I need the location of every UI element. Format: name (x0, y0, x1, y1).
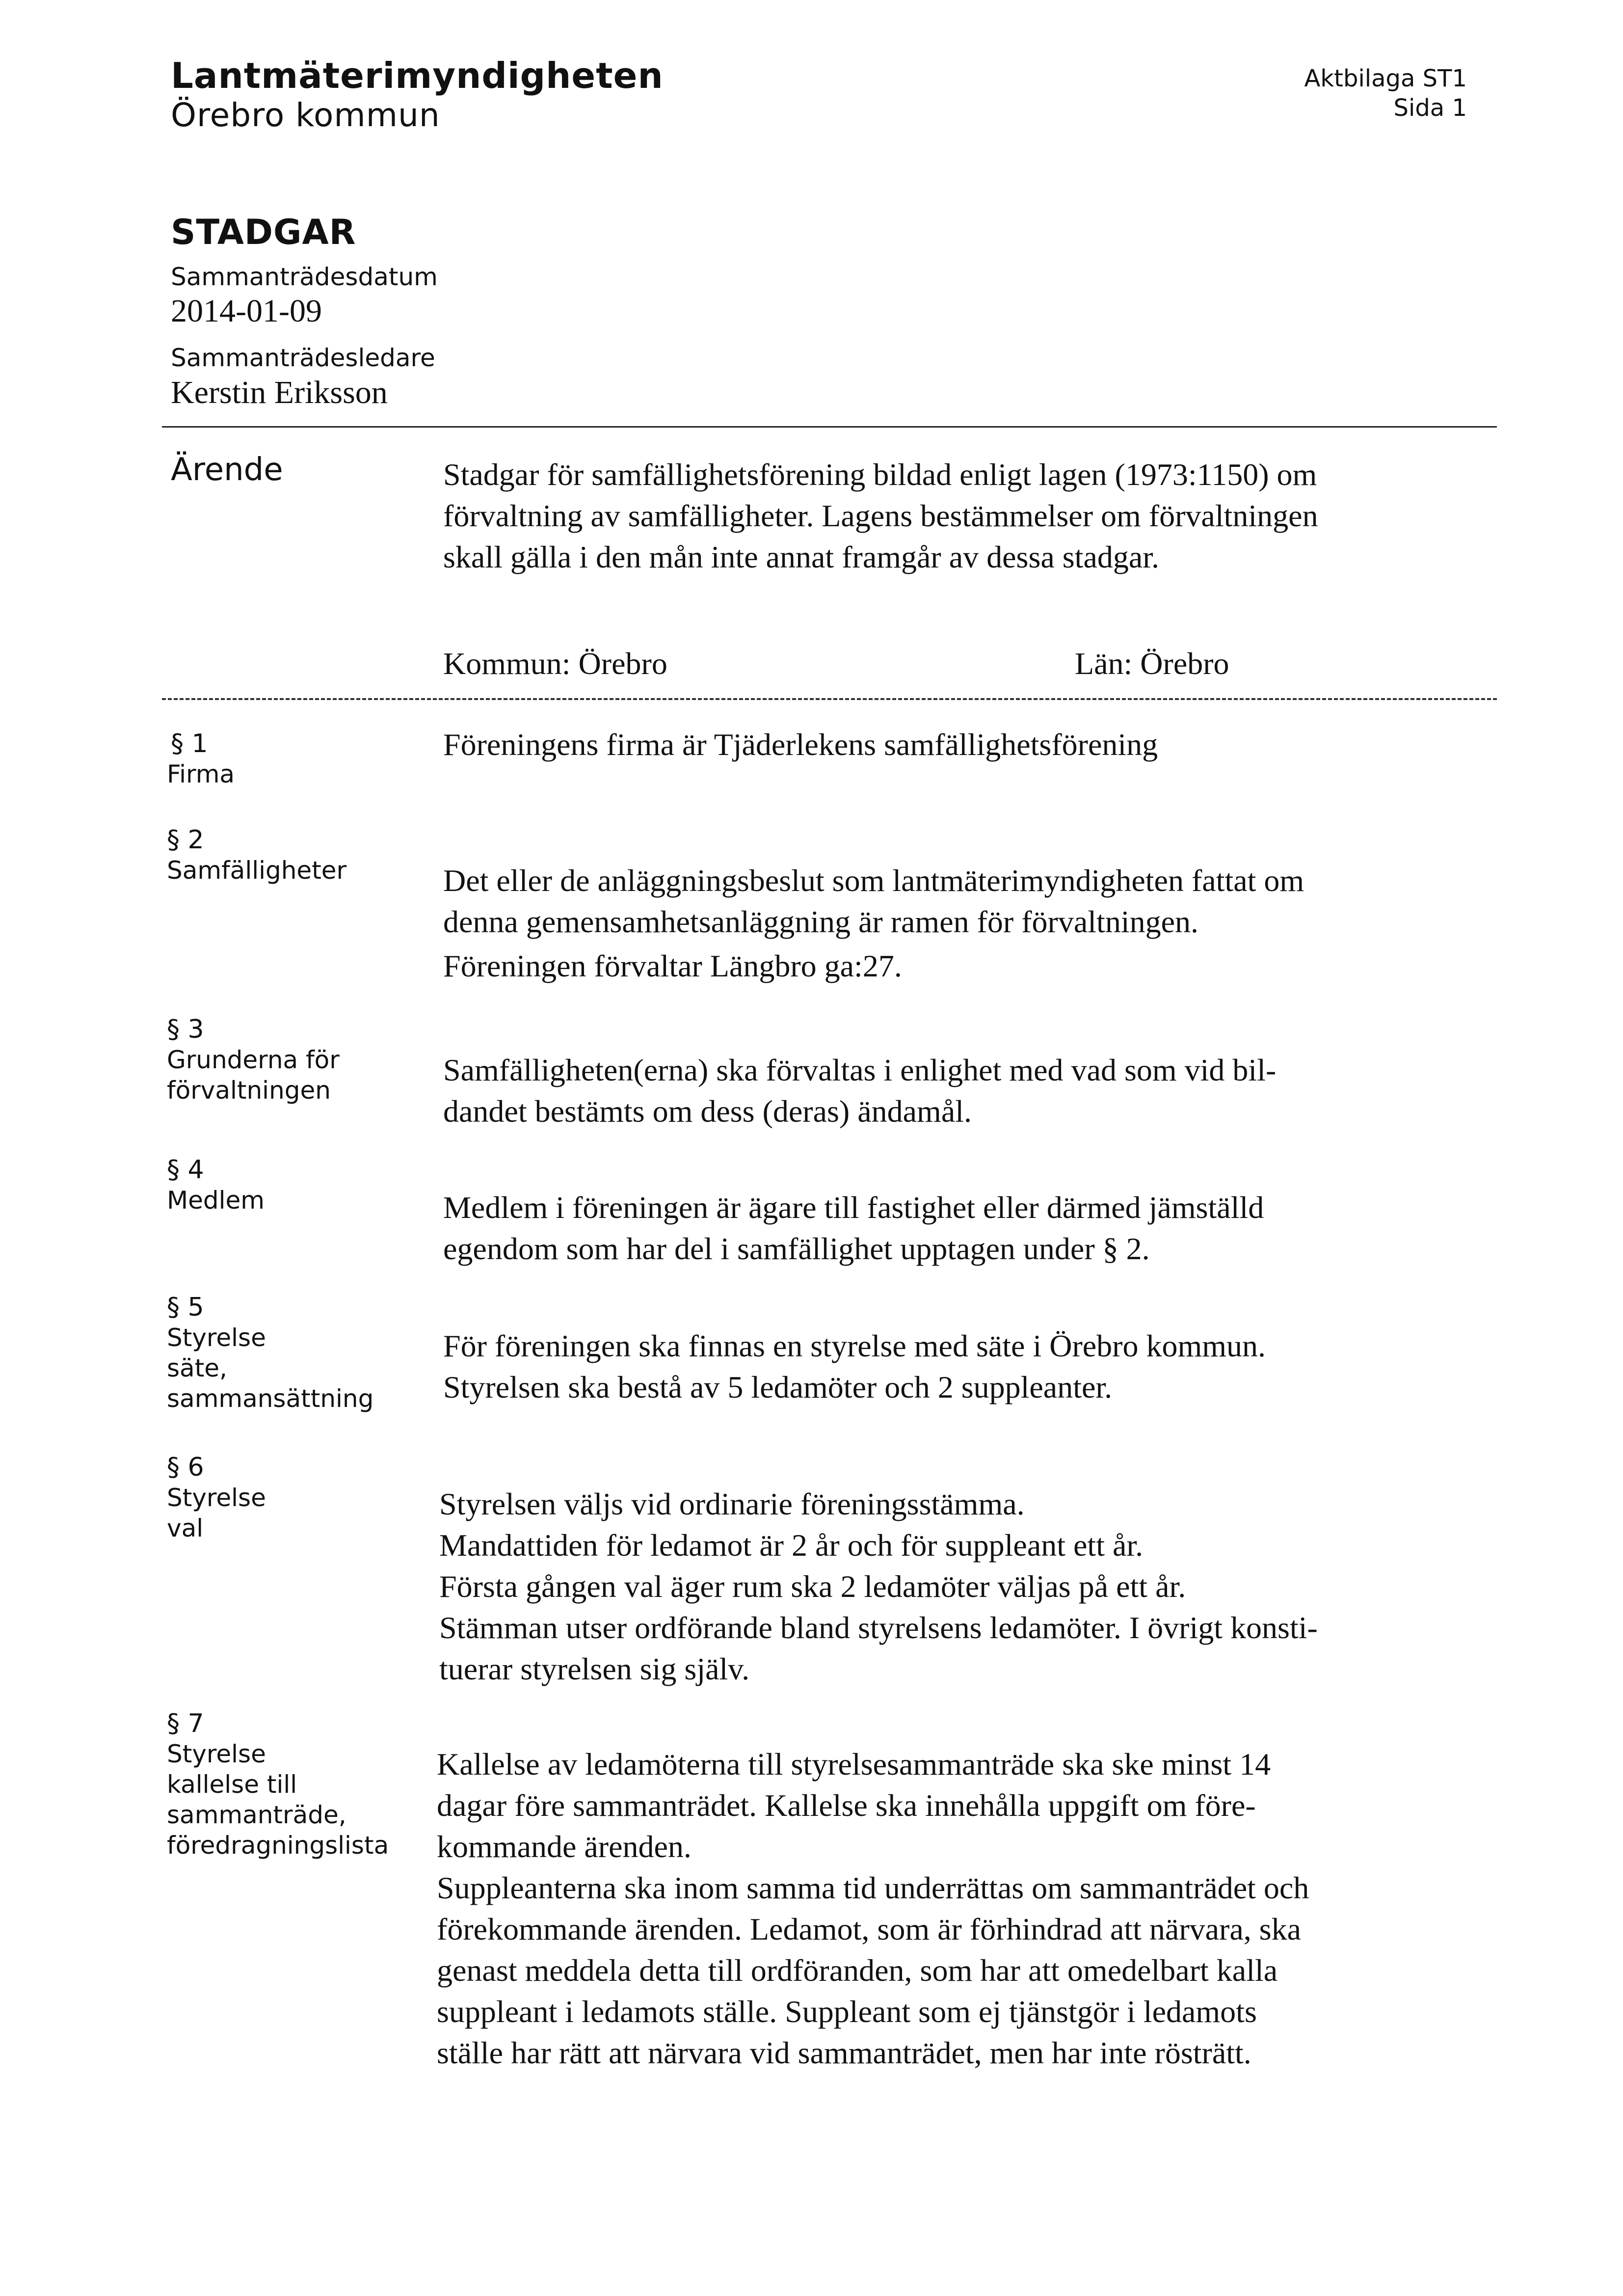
text-line: För föreningen ska finnas en styrelse med säte i Örebro kommun. (443, 1328, 1266, 1363)
section-label (167, 1483, 266, 1543)
section-label-line: föredragningslista (167, 1831, 389, 1860)
text-line: Styrelsen väljs vid ordinarie föreningsstämma. (439, 1486, 1025, 1521)
section-text (439, 1484, 1509, 1690)
section-number: § 3 (167, 1015, 204, 1044)
text-line: Medlem i föreningen är ägare till fastighet eller därmed jämställd (443, 1190, 1264, 1225)
document-title: STADGAR (171, 212, 356, 252)
text-line: Kallelse av ledamöterna till styrelsesammanträde ska ske minst 14 (437, 1747, 1271, 1782)
divider-dashed (162, 698, 1497, 700)
section-number: § 1 (171, 729, 208, 758)
text-line: egendom som har del i samfällighet upptagen under § 2. (443, 1231, 1150, 1266)
section-number: § 5 (167, 1293, 204, 1322)
section-label-line: val (167, 1514, 204, 1542)
meeting-leader-value: Kerstin Eriksson (171, 375, 388, 410)
text-line: dagar före sammanträdet. Kallelse ska innehålla uppgift om före- (437, 1788, 1256, 1823)
text-line: ställe har rätt att närvara vid sammanträdet, men har inte rösträtt. (437, 2035, 1251, 2070)
section-number: § 6 (167, 1453, 204, 1482)
text-line: Samfälligheten(erna) ska förvaltas i enlighet med vad som vid bil- (443, 1053, 1277, 1087)
text-line: Mandattiden för ledamot är 2 år och för suppleant ett år. (439, 1528, 1144, 1563)
page-number: Sida 1 (1393, 94, 1467, 122)
section-label (167, 855, 346, 886)
section-label-line: Firma (167, 760, 235, 788)
text-line: Första gången val äger rum ska 2 ledamöter väljas på ett år. (439, 1569, 1186, 1604)
section-label-line: sammanträde, (167, 1801, 346, 1829)
kommun-field: Kommun: Örebro (443, 646, 667, 681)
section-label-line: kallelse till (167, 1770, 297, 1799)
text-line: tuerar styrelsen sig själv. (439, 1651, 750, 1686)
section-label-line: förvaltningen (167, 1076, 331, 1105)
text-line: dandet bestämts om dess (deras) ändamål. (443, 1094, 972, 1129)
arende-label: Ärende (171, 452, 283, 488)
meeting-date-label: Sammanträdesdatum (171, 263, 438, 291)
section-label (167, 759, 235, 789)
meeting-leader-label: Sammanträdesledare (171, 344, 435, 372)
section-text (443, 724, 1513, 765)
section-label-line: Medlem (167, 1186, 265, 1215)
section-label-line: Samfälligheter (167, 856, 347, 885)
aktbilaga-label: Aktbilaga ST1 (1304, 65, 1467, 92)
municipality-name: Örebro kommun (171, 96, 440, 134)
text-line: förvaltning av samfälligheter. Lagens bestämmelser om förvaltningen (443, 498, 1318, 533)
text-line: Det eller de anläggningsbeslut som lantmäterimyndigheten fattat om (443, 863, 1304, 898)
lan-field: Län: Örebro (1075, 646, 1229, 681)
section-label-line: Styrelse (167, 1324, 266, 1352)
text-line: Stämman utser ordförande bland styrelsens ledamöter. I övrigt konsti- (439, 1610, 1318, 1645)
section-label-line: sammansättning (167, 1384, 374, 1413)
text-line: kommande ärenden. (437, 1829, 692, 1864)
text-line: förekommande ärenden. Ledamot, som är förhindrad att närvara, ska (437, 1912, 1302, 1946)
section-label-line: Styrelse (167, 1484, 266, 1512)
section-text (443, 1050, 1513, 1132)
organization-name: Lantmäterimyndigheten (171, 55, 664, 96)
meeting-date-value: 2014-01-09 (171, 293, 322, 329)
text-line: Stadgar för samfällighetsförening bildad enligt lagen (1973:1150) om (443, 457, 1317, 492)
section-label (167, 1045, 340, 1106)
section-number: § 4 (167, 1155, 204, 1185)
text-line: genast meddela detta till ordföranden, som har att omedelbart kalla (437, 1953, 1278, 1988)
section-label (167, 1739, 389, 1861)
section-text (437, 1744, 1507, 2074)
section-label-line: Styrelse (167, 1740, 266, 1768)
text-line: Föreningen förvaltar Längbro ga:27. (443, 948, 902, 983)
section-text (443, 1187, 1513, 1270)
text-line: skall gälla i den mån inte annat framgår av dessa stadgar. (443, 540, 1160, 574)
divider-solid (162, 426, 1497, 428)
section-label (167, 1185, 265, 1216)
section-number: § 2 (167, 825, 204, 855)
section-text (443, 860, 1513, 987)
text-line: denna gemensamhetsanläggning är ramen för förvaltningen. (443, 904, 1198, 939)
text-line: Föreningens firma är Tjäderlekens samfällighetsförening (443, 727, 1158, 762)
arende-text (443, 454, 1503, 578)
section-label-line: Grunderna för (167, 1046, 340, 1074)
text-line: Suppleanterna ska inom samma tid underrättas om sammanträdet och (437, 1870, 1309, 1905)
section-number: § 7 (167, 1709, 204, 1738)
section-text (443, 1325, 1513, 1408)
section-label (167, 1323, 373, 1414)
text-line: Styrelsen ska bestå av 5 ledamöter och 2 suppleanter. (443, 1370, 1113, 1405)
text-line: suppleant i ledamots ställe. Suppleant som ej tjänstgör i ledamots (437, 1994, 1257, 2029)
section-label-line: säte, (167, 1354, 227, 1382)
